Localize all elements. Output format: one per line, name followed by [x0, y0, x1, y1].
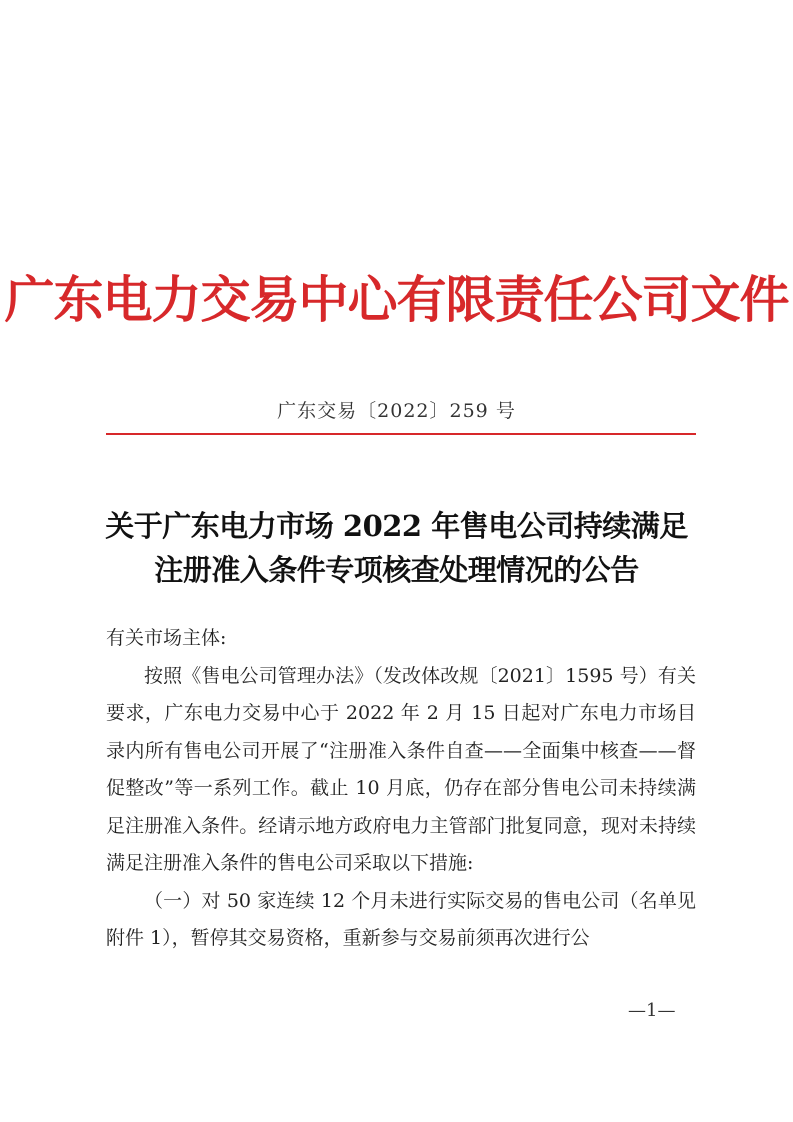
- notice-title-line-1: 关于广东电力市场 2022 年售电公司持续满足: [105, 509, 688, 543]
- salutation: 有关市场主体:: [106, 627, 227, 649]
- paragraph-2: （一）对 50 家连续 12 个月未进行实际交易的售电公司（名单见附件 1），暂停其交易资格，重新参与交易前须再次进行公: [106, 889, 696, 949]
- header-divider: [106, 433, 696, 435]
- notice-title: [0, 504, 793, 592]
- document-header-title: 广东电力交易中心有限责任公司文件: [4, 270, 789, 329]
- body-text: [106, 620, 696, 958]
- notice-title-line-2: 注册准入条件专项核查处理情况的公告: [154, 553, 639, 587]
- paragraph-1: 按照《售电公司管理办法》（发改体改规〔2021〕1595 号）有关要求，广东电力交易中心于 2022 年 2 月 15 日起对广东电力市场目录内所有售电公司开展了“注册准入条件自查——全面集中核查——督促整改”等一系列工作。截止 10 月底，仍存在部分售电公司未持续满足注册准入条件。经请示地方政府电力主管部门批复同意，现对未持续满足注册准入条件的售电公司采取以下措施:: [106, 664, 696, 874]
- page-number: —1—: [628, 1000, 676, 1021]
- document-number: 广东交易〔2022〕259 号: [277, 400, 516, 422]
